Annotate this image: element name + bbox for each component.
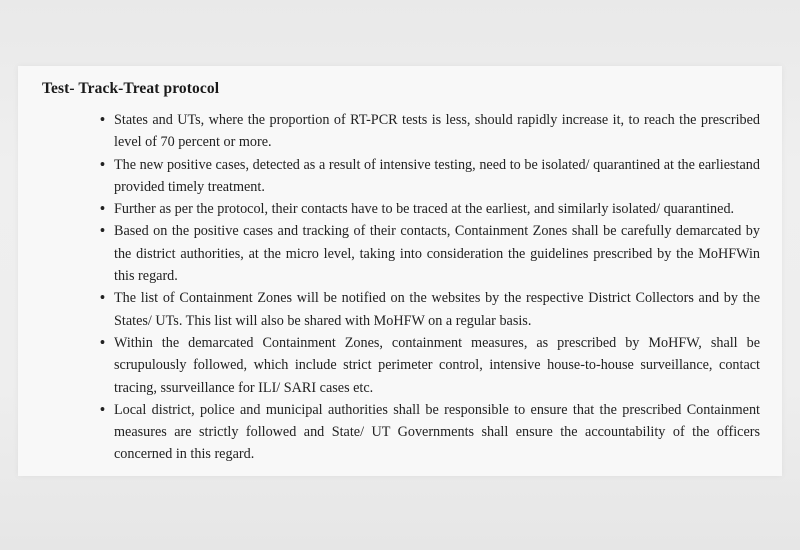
bullet-item	[100, 198, 760, 220]
bullet-item	[100, 287, 760, 332]
bullet-item	[100, 109, 760, 154]
bullet-icon: •	[100, 223, 105, 240]
bullet-icon: •	[100, 401, 105, 418]
bullet-text: The list of Containment Zones will be notified on the websites by the respective District Collectors and by the States/ UTs. This list will also be shared with MoHFW on a regular basis.	[114, 290, 760, 329]
bullet-item	[100, 399, 760, 466]
bullet-text: Based on the positive cases and tracking of their contacts, Containment Zones shall be carefully demarcated by the district authorities, at the micro level, taking into consideration the guidelines prescribed by the MoHFWin this regard.	[114, 223, 760, 285]
bullet-text: The new positive cases, detected as a result of intensive testing, need to be isolated/ quarantined at the earliestand provided timely treatment.	[114, 156, 760, 195]
document-heading: Test- Track-Treat protocol	[42, 80, 220, 97]
bullet-text: Local district, police and municipal authorities shall be responsible to ensure that the prescribed Containment measures are strictly followed and State/ UT Governments shall ensure the accountability of the officers concerned in this regard.	[114, 401, 760, 463]
bullet-icon: •	[100, 201, 105, 218]
bullet-item	[100, 220, 760, 287]
bullet-item	[100, 332, 760, 399]
bullet-text: Further as per the protocol, their contacts have to be traced at the earliest, and similarly isolated/ quarantined.	[114, 201, 735, 218]
bullet-icon: •	[100, 334, 105, 351]
bullet-item	[100, 154, 760, 199]
bullet-text: Within the demarcated Containment Zones, containment measures, as prescribed by MoHFW, shall be scrupulously followed, which include strict perimeter control, intensive house-to-house surveillance, contact tracing, ssurveillance for ILI/ SARI cases etc.	[114, 334, 760, 396]
bullet-text: States and UTs, where the proportion of RT-PCR tests is less, should rapidly increase it, to reach the prescribed level of 70 percent or more.	[114, 112, 760, 151]
bullet-icon: •	[100, 156, 105, 173]
bullet-icon: •	[100, 112, 105, 128]
bullet-icon: •	[100, 290, 105, 307]
protocol-bullet-list	[100, 109, 760, 466]
